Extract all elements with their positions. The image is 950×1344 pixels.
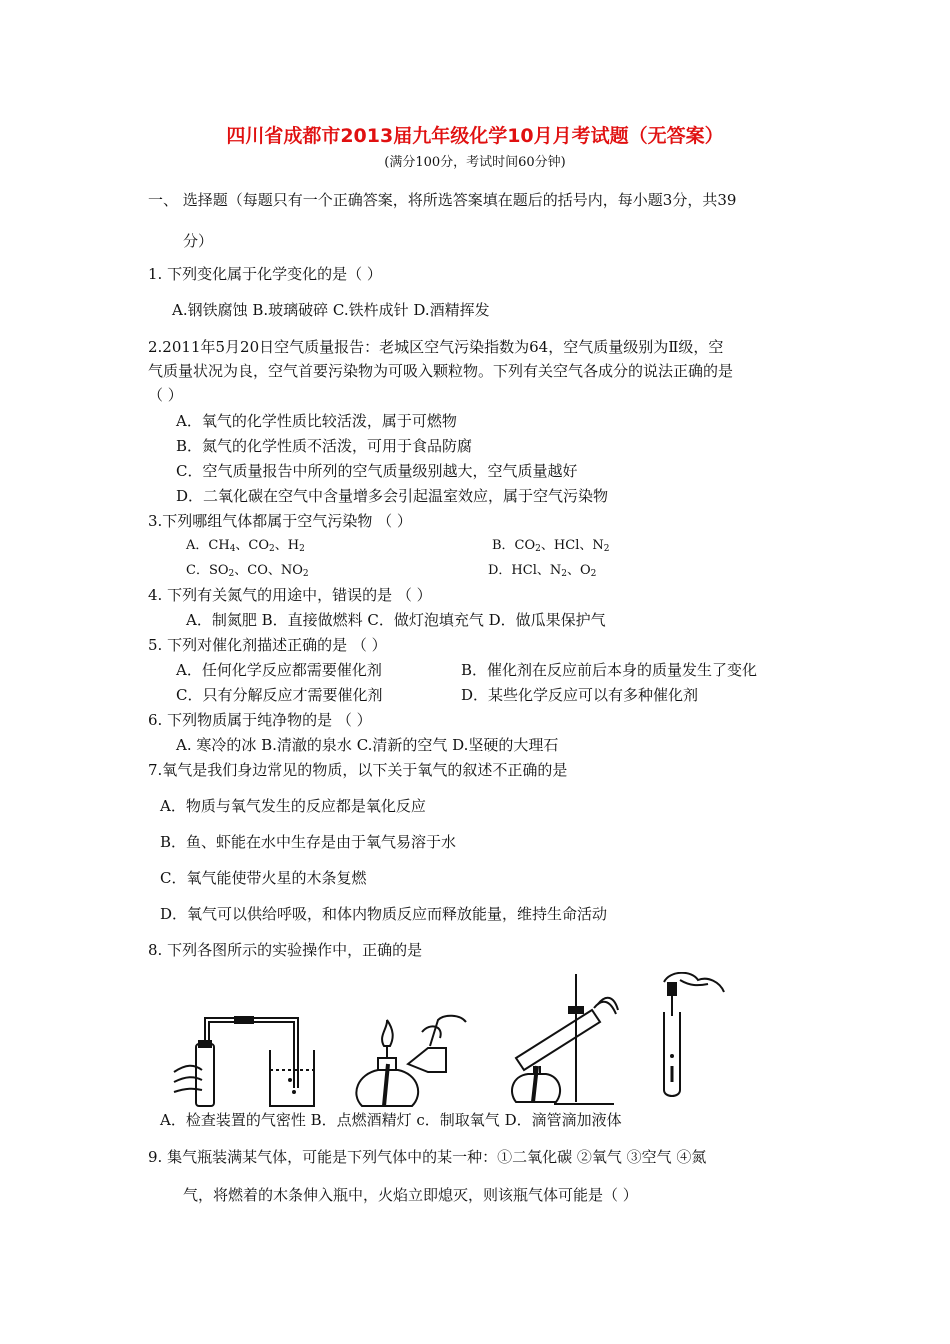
q5-stem: 5. 下列对催化剂描述正确的是 （ ） — [148, 636, 387, 654]
q5-option-c: C．只有分解反应才需要催化剂 — [176, 686, 383, 704]
q2-stem-line3: （ ） — [148, 386, 183, 404]
q1-stem: 1. 下列变化属于化学变化的是（ ） — [148, 265, 382, 283]
q9-line1: 9. 集气瓶装满某气体，可能是下列气体中的某一种：①二氧化碳 ②氧气 ③空气 ④氮 — [148, 1148, 707, 1166]
q7-option-b: B．鱼、虾能在水中生存是由于氧气易溶于水 — [160, 833, 457, 851]
q5-option-b: B．催化剂在反应前后本身的质量发生了变化 — [461, 661, 758, 679]
q7-option-a: A．物质与氧气发生的反应都是氧化反应 — [160, 797, 426, 815]
q2-option-c: C．空气质量报告中所列的空气质量级别越大，空气质量越好 — [176, 462, 578, 480]
q2-option-a: A．氧气的化学性质比较活泼，属于可燃物 — [176, 412, 457, 430]
q3-stem: 3.下列哪组气体都属于空气污染物 （ ） — [148, 512, 412, 530]
apparatus-oxygen-preparation-figure — [506, 970, 622, 1114]
q5-option-a: A．任何化学反应都需要催化剂 — [176, 661, 382, 679]
q9-line2: 气，将燃着的木条伸入瓶中，火焰立即熄灭，则该瓶气体可能是（ ） — [183, 1186, 638, 1204]
apparatus-dropper-figure — [650, 972, 740, 1100]
q5-option-d: D．某些化学反应可以有多种催化剂 — [461, 686, 699, 704]
q7-option-d: D．氧气可以供给呼吸，和体内物质反应而释放能量，维持生命活动 — [160, 905, 608, 923]
q2-stem-line1: 2.2011年5月20日空气质量报告：老城区空气污染指数为64，空气质量级别为Ⅱ级，空 — [148, 338, 724, 356]
q6-options: A. 寒冷的冰 B.清澈的泉水 C.清新的空气 D.坚硬的大理石 — [176, 736, 559, 754]
page-title: 四川省成都市2013届九年级化学10月月考试题（无答案） — [226, 125, 724, 147]
q2-option-d: D．二氧化碳在空气中含量增多会引起温室效应，属于空气污染物 — [176, 487, 609, 505]
q3-option-a: A．$CH_4$、$CO_2$、$H_2$ — [186, 538, 305, 554]
q7-option-c: C．氧气能使带火星的木条复燃 — [160, 869, 367, 887]
q4-stem: 4. 下列有关氮气的用途中，错误的是 （ ） — [148, 586, 432, 604]
section-heading-line1: 一、 选择题（每题只有一个正确答案，将所选答案填在题后的括号内，每小题3分，共39 — [148, 191, 737, 209]
q8-stem: 8. 下列各图所示的实验操作中，正确的是 — [148, 941, 423, 959]
q7-stem: 7.氧气是我们身边常见的物质，以下关于氧气的叙述不正确的是 — [148, 761, 568, 779]
q8-options: A．检查装置的气密性 B．点燃酒精灯 c．制取氧气 D．滴管滴加液体 — [160, 1111, 622, 1129]
page-subtitle: (满分100分，考试时间60分钟) — [384, 155, 566, 170]
q2-stem-line2: 气质量状况为良，空气首要污染物为可吸入颗粒物。下列有关空气各成分的说法正确的是 — [148, 362, 734, 380]
q6-stem: 6. 下列物质属于纯净物的是 （ ） — [148, 711, 372, 729]
q3-option-c: C．$SO_2$、CO、$NO_2$ — [186, 563, 309, 579]
q3-option-d: D．HCl、$N_2$、$O_2$ — [488, 563, 597, 579]
q1-options: A.钢铁腐蚀 B.玻璃破碎 C.铁杵成针 D.酒精挥发 — [172, 301, 490, 319]
apparatus-alcohol-lamp-figure — [348, 1008, 478, 1112]
q3-option-b: B．$CO_2$、HCl、$N_2$ — [492, 538, 610, 554]
q2-option-b: B．氮气的化学性质不活泼，可用于食品防腐 — [176, 437, 473, 455]
apparatus-airtightness-figure — [168, 1010, 318, 1110]
q4-options: A．制氮肥 B．直接做燃料 C．做灯泡填充气 D．做瓜果保护气 — [186, 611, 606, 629]
section-heading-line2: 分） — [183, 232, 214, 250]
